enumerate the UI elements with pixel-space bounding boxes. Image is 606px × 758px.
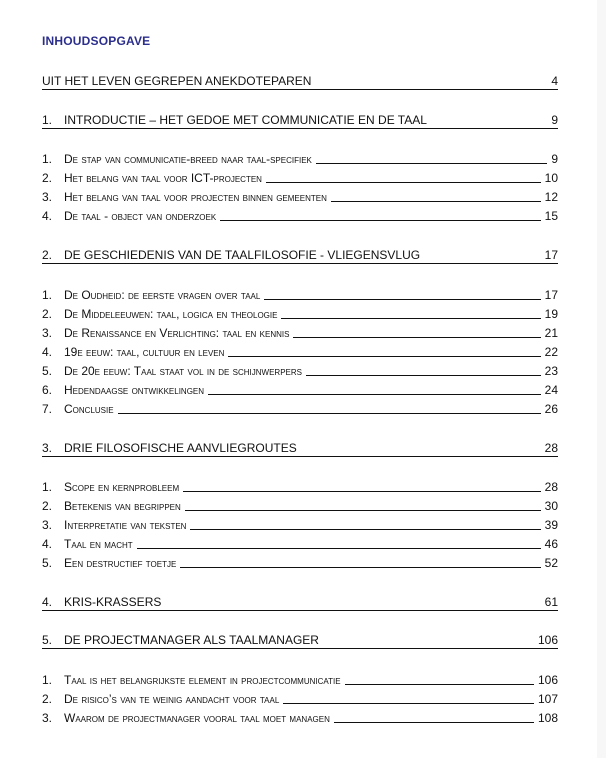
leader-line — [118, 412, 541, 414]
leader-line — [323, 644, 534, 645]
item-label: De stap van communicatie-breed naar taal-specifiek — [64, 152, 312, 166]
item-page: 39 — [544, 518, 558, 532]
item-number: 7. — [42, 402, 53, 416]
toc-item[interactable] — [42, 707, 558, 725]
item-label: Taal en macht — [64, 537, 133, 551]
item-label: Conclusie — [64, 402, 114, 416]
item-number: 3. — [42, 711, 53, 725]
item-label: Scope en kernprobleem — [64, 480, 180, 494]
toc-chapter-5[interactable] — [42, 629, 558, 649]
toc-chapter-2[interactable] — [42, 244, 558, 264]
item-page: 23 — [544, 364, 558, 378]
item-label: De Renaissance en Verlichting: taal en kennis — [64, 326, 290, 340]
chapter-page: 9 — [551, 113, 558, 127]
leader-line — [281, 317, 540, 319]
toc-item[interactable] — [42, 284, 558, 302]
chapter-label: DE GESCHIEDENIS VAN DE TAALFILOSOFIE - VLIEGENSVLUG — [64, 248, 421, 262]
leader-line — [315, 85, 547, 86]
toc-item[interactable] — [42, 514, 558, 532]
item-page: 22 — [544, 345, 558, 359]
item-number: 5. — [42, 556, 53, 570]
leader-line — [185, 509, 541, 511]
leader-line — [431, 124, 547, 125]
toc-intro-entry[interactable] — [42, 70, 558, 90]
item-page: 106 — [537, 673, 558, 687]
leader-line — [183, 490, 541, 492]
item-label: Waarom de projectmanager vooral taal moet managen — [64, 711, 330, 725]
leader-line — [424, 259, 541, 260]
leader-line — [190, 528, 540, 530]
item-number: 1. — [42, 288, 53, 302]
toc-chapter-1[interactable] — [42, 109, 558, 129]
leader-line — [334, 721, 534, 723]
item-page: 17 — [544, 288, 558, 302]
leader-line — [301, 452, 541, 453]
leader-line — [316, 162, 547, 164]
leader-line — [264, 298, 540, 300]
chapter-number: 5. — [42, 633, 53, 647]
chapter-label: INTRODUCTIE – HET GEDOE MET COMMUNICATIE EN DE TAAL — [64, 113, 427, 127]
item-page: 52 — [544, 556, 558, 570]
toc-item[interactable] — [42, 341, 558, 359]
toc-entry-label: UIT HET LEVEN GEGREPEN ANEKDOTEPAREN — [42, 74, 312, 88]
toc-item[interactable] — [42, 476, 558, 494]
item-label: De Oudheid: de eerste vragen over taal — [64, 288, 261, 302]
item-number: 1. — [42, 152, 53, 166]
toc-item[interactable] — [42, 148, 558, 166]
item-number: 3. — [42, 326, 53, 340]
item-page: 24 — [544, 383, 558, 397]
toc-item[interactable] — [42, 360, 558, 378]
leader-line — [220, 219, 540, 221]
chapter-page: 106 — [537, 633, 558, 647]
item-number: 1. — [42, 673, 53, 687]
toc-item[interactable] — [42, 186, 558, 204]
item-label: De taal - object van onderzoek — [64, 209, 217, 223]
toc-chapter-3[interactable] — [42, 437, 558, 457]
toc-item[interactable] — [42, 167, 558, 185]
item-page: 46 — [544, 537, 558, 551]
toc-item[interactable] — [42, 669, 558, 687]
item-number: 3. — [42, 518, 53, 532]
chapter-page: 61 — [544, 595, 558, 609]
leader-line — [293, 336, 540, 338]
item-page: 15 — [544, 209, 558, 223]
item-page: 26 — [544, 402, 558, 416]
item-label: 19e eeuw: taal, cultuur en leven — [64, 345, 225, 359]
leader-line — [137, 547, 541, 549]
item-number: 2. — [42, 499, 53, 513]
item-page: 21 — [544, 326, 558, 340]
item-page: 108 — [537, 711, 558, 725]
item-number: 4. — [42, 209, 53, 223]
item-number: 3. — [42, 190, 53, 204]
leader-line — [228, 355, 540, 357]
item-label: De Middeleeuwen: taal, logica en theologie — [64, 307, 278, 321]
item-page: 19 — [544, 307, 558, 321]
toc-entry-page: 4 — [551, 74, 558, 88]
item-number: 1. — [42, 480, 53, 494]
toc-item[interactable] — [42, 495, 558, 513]
item-label: Taal is het belangrijkste element in projectcommunicatie — [64, 673, 341, 687]
chapter-label: DRIE FILOSOFISCHE AANVLIEGROUTES — [64, 441, 297, 455]
item-number: 2. — [42, 692, 53, 706]
chapter-label: KRIS-KRASSERS — [64, 595, 162, 609]
leader-line — [266, 181, 541, 183]
item-page: 12 — [544, 190, 558, 204]
item-number: 6. — [42, 383, 53, 397]
item-number: 2. — [42, 307, 53, 321]
leader-line — [331, 200, 541, 202]
leader-line — [180, 566, 540, 568]
item-label: Een destructief toetje — [64, 556, 177, 570]
item-label: De 20e eeuw: Taal staat vol in de schijnwerpers — [64, 364, 302, 378]
toc-title: INHOUDSOPGAVE — [42, 34, 151, 48]
toc-chapter-4[interactable] — [42, 591, 558, 611]
leader-line — [283, 702, 534, 704]
chapter-number: 2. — [42, 248, 53, 262]
item-label: Het belang van taal voor ICT-projecten — [64, 171, 262, 185]
item-page: 28 — [544, 480, 558, 494]
item-label: Het belang van taal voor projecten binnen gemeenten — [64, 190, 327, 204]
leader-line — [165, 606, 540, 607]
chapter-page: 28 — [544, 441, 558, 455]
toc-item[interactable] — [42, 398, 558, 416]
chapter-page: 17 — [544, 248, 558, 262]
toc-item[interactable] — [42, 688, 558, 706]
leader-line — [345, 683, 534, 685]
chapter-number: 3. — [42, 441, 53, 455]
item-page: 10 — [544, 171, 558, 185]
toc-item[interactable] — [42, 322, 558, 340]
toc-item[interactable] — [42, 303, 558, 321]
item-number: 4. — [42, 537, 53, 551]
chapter-number: 4. — [42, 595, 53, 609]
toc-item[interactable] — [42, 533, 558, 551]
leader-line — [306, 374, 541, 376]
item-label: Hedendaagse ontwikkelingen — [64, 383, 205, 397]
toc-item[interactable] — [42, 552, 558, 570]
toc-item[interactable] — [42, 205, 558, 223]
leader-line — [208, 393, 541, 395]
item-page: 30 — [544, 499, 558, 513]
chapter-label: DE PROJECTMANAGER ALS TAALMANAGER — [64, 633, 319, 647]
item-number: 2. — [42, 171, 53, 185]
item-label: Interpretatie van teksten — [64, 518, 187, 532]
item-label: De risico’s van te weinig aandacht voor taal — [64, 692, 280, 706]
item-label: Betekenis van begrippen — [64, 499, 181, 513]
toc-item[interactable] — [42, 379, 558, 397]
item-page: 107 — [537, 692, 558, 706]
item-number: 5. — [42, 364, 53, 378]
item-page: 9 — [551, 152, 558, 166]
chapter-number: 1. — [42, 113, 53, 127]
item-number: 4. — [42, 345, 53, 359]
